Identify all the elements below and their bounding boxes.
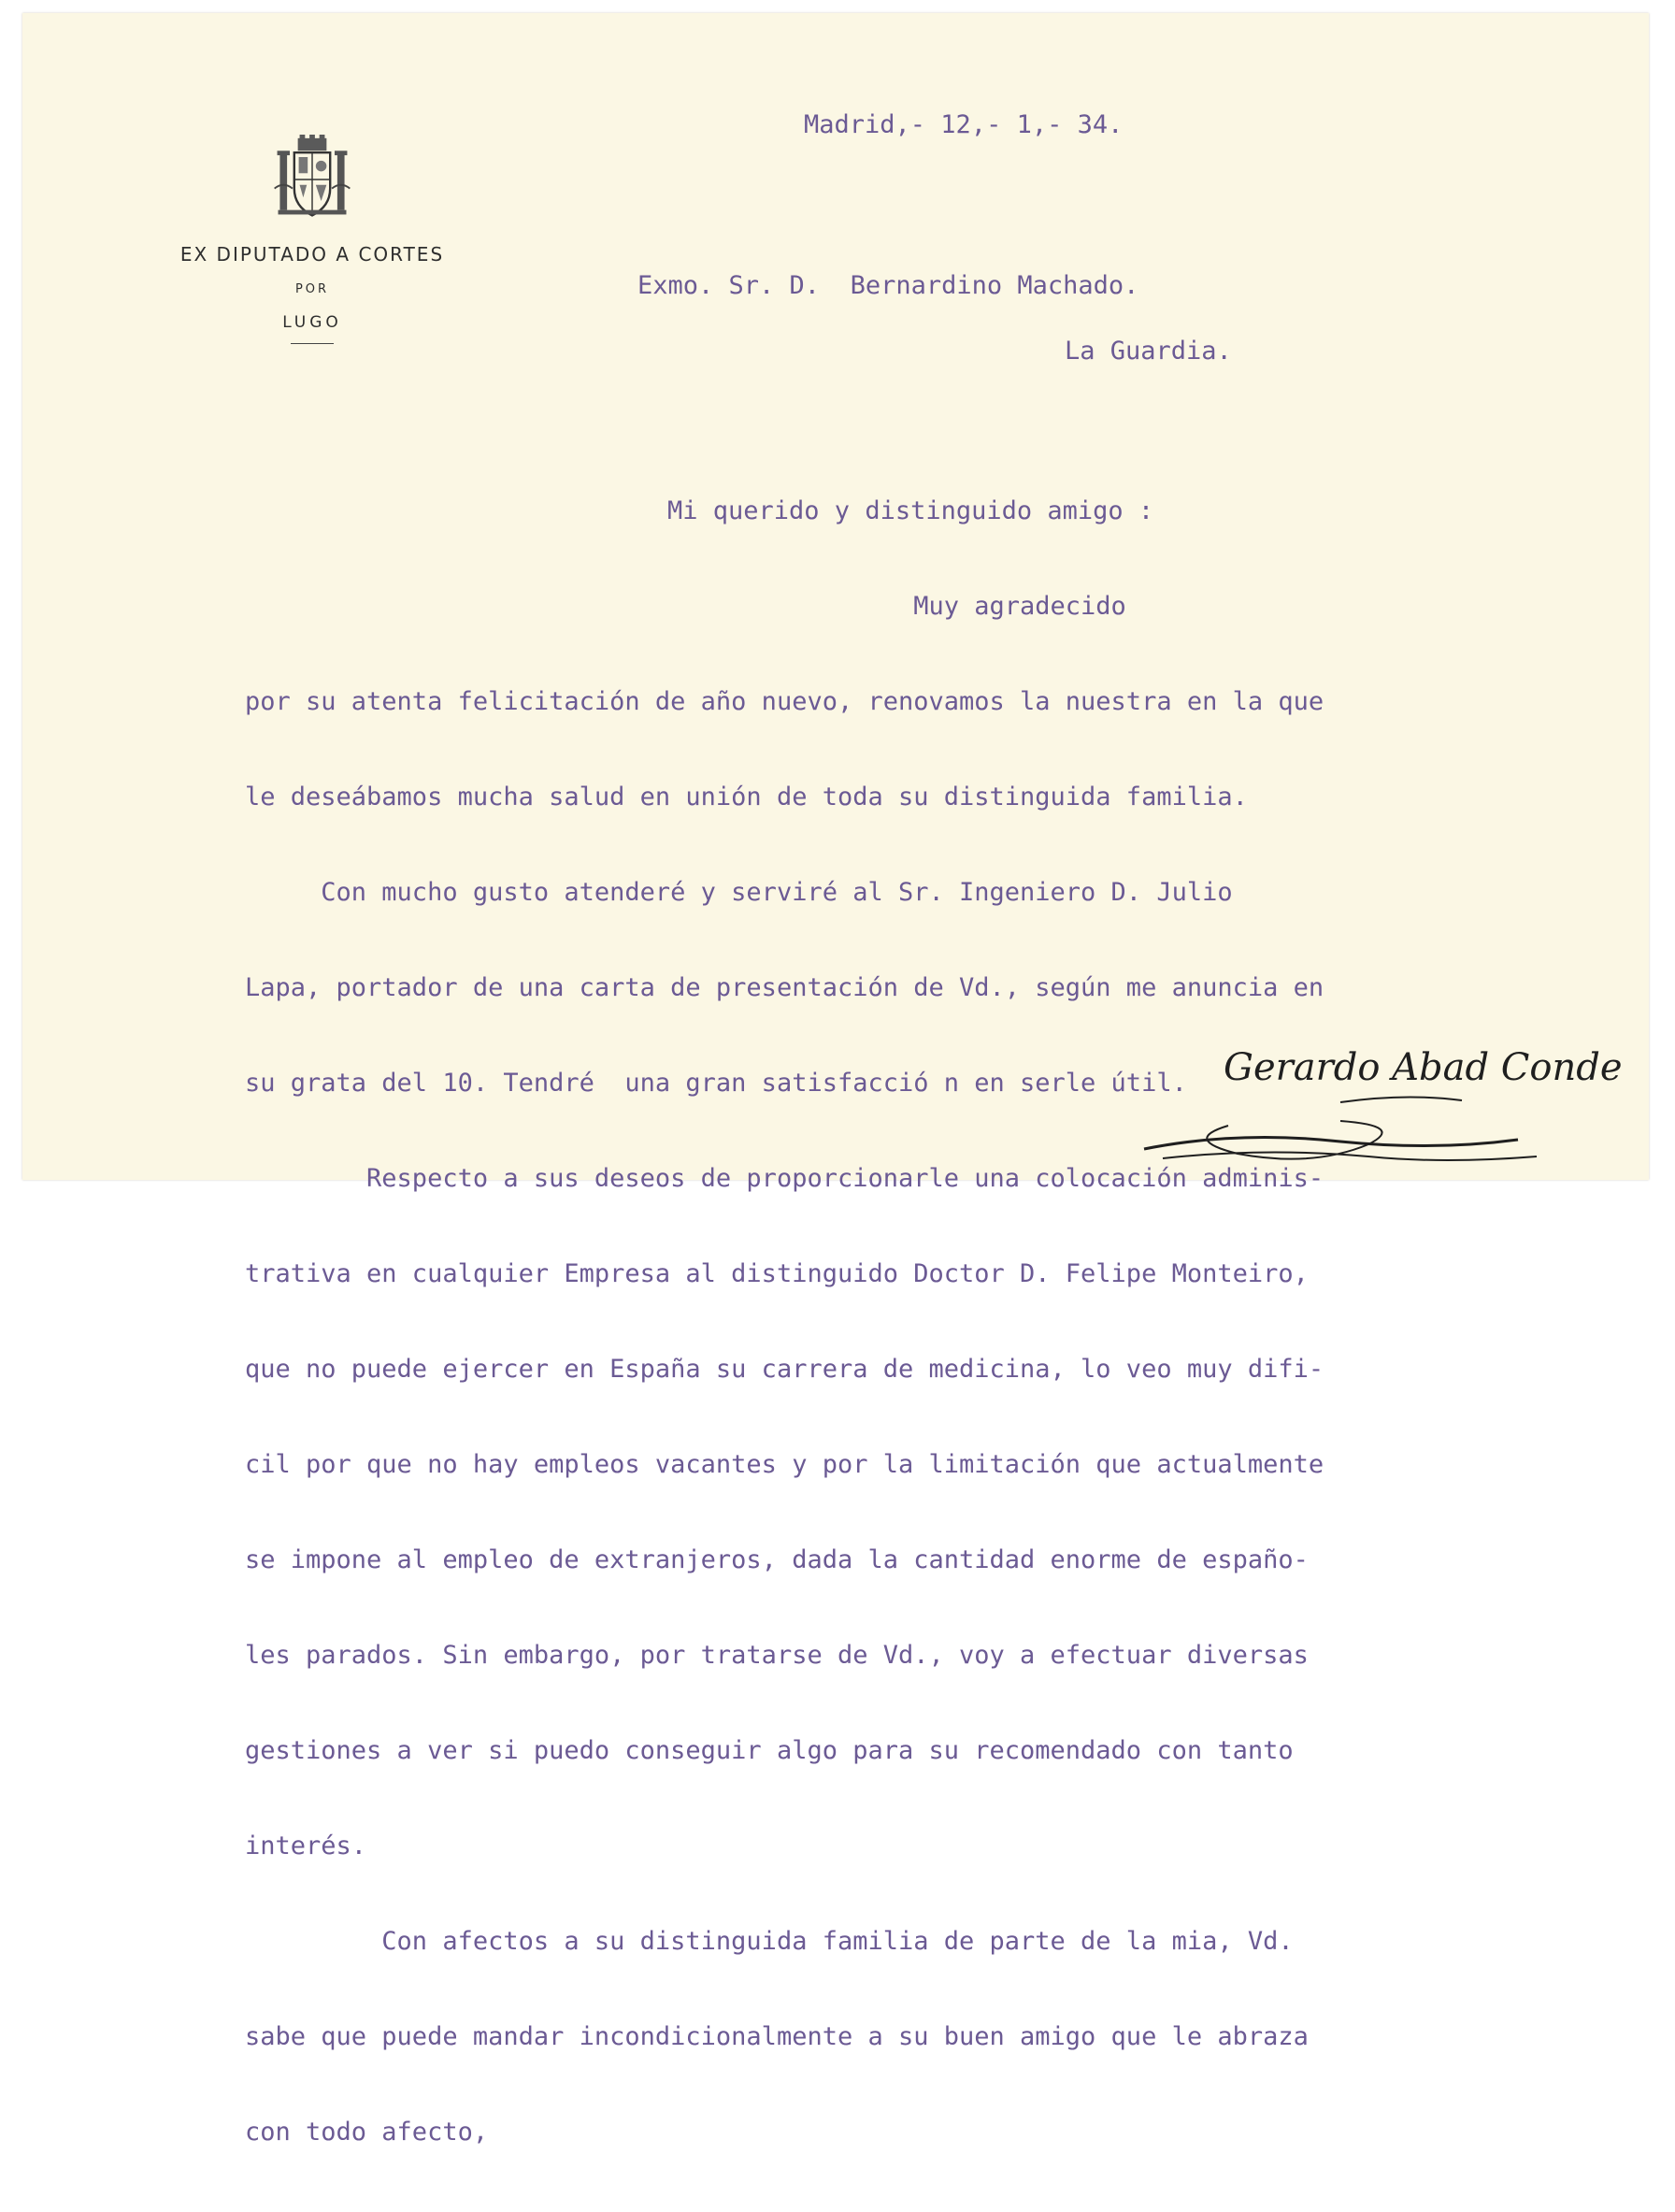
body-line: su grata del 10. Tendré una gran satisfacció n en serle útil. — [245, 1069, 1187, 1098]
body-line: le deseábamos mucha salud en unión de toda su distinguida familia. — [245, 783, 1248, 812]
body-line: con todo afecto, — [245, 2118, 489, 2147]
body-line: les parados. Sin embargo, por tratarse de Vd., voy a efectuar diversas — [245, 1641, 1309, 1670]
letter-date: Madrid,- 12,- 1,- 34. — [804, 110, 1124, 139]
letterhead-title: EX DIPUTADO A CORTES — [179, 243, 445, 266]
body-line: Lapa, portador de una carta de presentación de Vd., según me anuncia en — [245, 973, 1324, 1002]
body-line: que no puede ejercer en España su carrera de medicina, lo veo muy difi- — [245, 1355, 1324, 1384]
addressee: Exmo. Sr. D. Bernardino Machado. — [637, 271, 1139, 300]
coat-of-arms-icon — [267, 135, 357, 224]
body-line: interés. — [245, 1831, 367, 1860]
body-line: Muy agradecido — [245, 592, 1126, 621]
signature — [1125, 1037, 1623, 1177]
salutation: Mi querido y distinguido amigo : — [667, 496, 1154, 525]
body-line: Con afectos a su distinguida familia de parte de la mia, Vd. — [245, 1927, 1294, 1956]
letterhead — [144, 135, 480, 344]
addressee-city: La Guardia. — [1065, 337, 1232, 366]
body-line: Con mucho gusto atenderé y serviré al Sr. Ingeniero D. Julio — [245, 878, 1233, 907]
letter-sheet — [22, 13, 1649, 2147]
body-line: gestiones a ver si puedo conseguir algo para su recomendado con tanto — [245, 1736, 1294, 1765]
letterhead-place: LUGO — [282, 313, 342, 332]
letterhead-por: POR — [294, 282, 330, 296]
body-line: trativa en cualquier Empresa al distinguido Doctor D. Felipe Monteiro, — [245, 1259, 1309, 1288]
body-line: sabe que puede mandar incondicionalmente a su buen amigo que le abraza — [245, 2022, 1309, 2051]
letter-body — [245, 527, 1553, 2212]
letterhead-rule — [291, 343, 334, 344]
body-line: Respecto a sus deseos de proporcionarle una colocación adminis- — [245, 1164, 1324, 1193]
signature-text: Gerardo Abad Conde — [1224, 1046, 1623, 1089]
body-line: cil por que no hay empleos vacantes y por la limitación que actualmente — [245, 1450, 1324, 1479]
body-line: por su atenta felicitación de año nuevo, renovamos la nuestra en la que — [245, 687, 1324, 716]
body-line: se impone al empleo de extranjeros, dada la cantidad enorme de españo- — [245, 1545, 1309, 1574]
